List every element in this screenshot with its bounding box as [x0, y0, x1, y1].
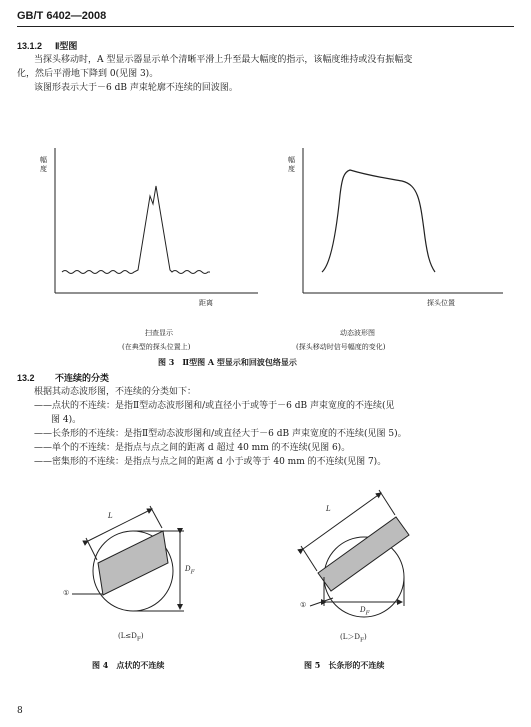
figure4-condition: $(L\le D_F)$: [118, 632, 144, 643]
section-13-2-intro: 根据其动态波形图，不连续的分类如下：: [34, 387, 197, 397]
section-13-1-2-para2: 该图形表示大于－6 dB 声束轮廓不连续的回波图。: [34, 83, 238, 93]
dynamic-waveform-curve: [322, 170, 435, 272]
standard-code-header: GB/T 6402—2008: [17, 10, 107, 22]
section-13-2-number: 13.2: [17, 373, 35, 383]
section-13-2-title: 不连续的分类: [55, 373, 110, 383]
figure5-marker: ①: [300, 601, 307, 609]
figure5-caption: 图 5 长条形的不连续: [304, 660, 385, 670]
figure4-diameter-label: $D_F$: [185, 565, 195, 576]
scan-display-subcaption: (在典型的探头位置上): [122, 343, 191, 351]
dynamic-waveform-caption: 动态波形图: [340, 329, 375, 337]
classification-item: 图 4)。: [51, 415, 82, 425]
dynamic-waveform-xlabel: 探头位置: [427, 299, 455, 307]
scan-display-xlabel: 距离: [199, 299, 213, 307]
section-13-1-2-para1-line2: 化，然后平滑地下降到 0(见图 3)。: [17, 69, 159, 79]
figure5-condition: $(L>D_F)$: [340, 633, 367, 644]
figure4-length-label: L: [108, 512, 113, 520]
figure4-marker: ①: [63, 589, 70, 597]
dynamic-waveform-subcaption: (探头移动时信号幅度的变化): [296, 343, 386, 351]
scan-display-axes: [55, 148, 258, 293]
section-13-1-2-number: 13.1.2: [17, 41, 43, 51]
figure5-diagram: [301, 490, 409, 617]
page-number: 8: [17, 706, 23, 716]
classification-item: ——密集形的不连续：是指点与点之间的距离 d 小于或等于 40 mm 的不连续(见图 7)。: [34, 457, 387, 467]
classification-item: ——点状的不连续：是指Ⅱ型动态波形图和/或直径小于或等于－6 dB 声束宽度的不连续(见: [34, 401, 395, 411]
figure4-caption: 图 4 点状的不连续: [92, 660, 165, 670]
figure5-diameter-label: $D_F$: [360, 606, 370, 617]
figure4-diagram: [72, 506, 184, 611]
classification-item: ——单个的不连续：是指点与点之间的距离 d 超过 40 mm 的不连续(见图 6)。: [34, 443, 351, 453]
dynamic-waveform-ylabel: 幅度: [288, 156, 295, 173]
figure3-caption: 图 3 Ⅱ型图 A 型显示和回波包络显示: [158, 357, 297, 367]
section-13-1-2-title: Ⅱ型图: [55, 41, 78, 51]
scan-display-ylabel: 幅度: [40, 156, 47, 173]
dynamic-waveform-axes: [303, 148, 503, 293]
scan-display-waveform: [62, 186, 210, 274]
figure5-length-label: L: [326, 505, 331, 513]
scan-display-caption: 扫查显示: [145, 329, 173, 337]
classification-item: ——长条形的不连续：是指Ⅱ型动态波形图和/或直径大于－6 dB 声束宽度的不连续(见图 5)。: [34, 429, 407, 439]
section-13-1-2-para1-line1: 当探头移动时，A 型显示器显示单个清晰平滑上升至最大幅度的指示，该幅度维持或没有振幅变: [34, 55, 413, 65]
